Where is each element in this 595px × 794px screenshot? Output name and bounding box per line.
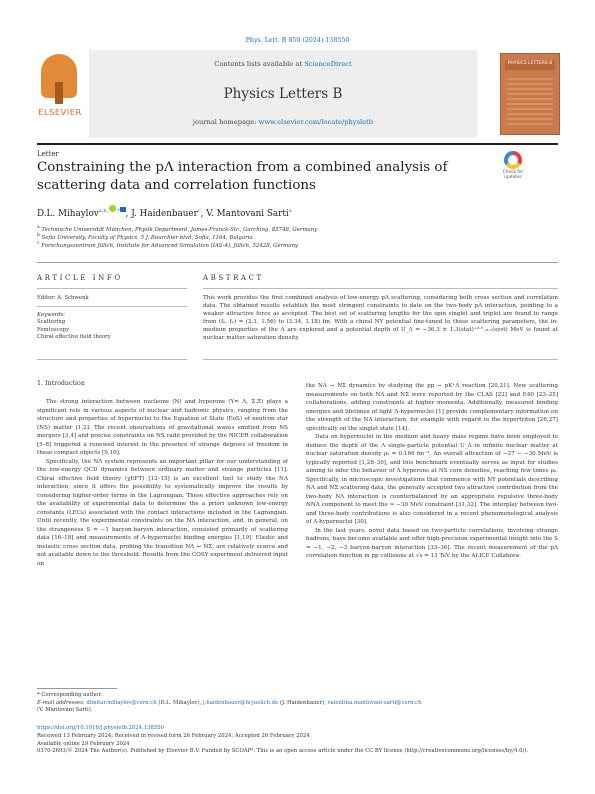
- section-rule: [37, 262, 558, 263]
- article-title: Constraining the pΛ interaction from a combined analysis of scattering data and correlation functions: [37, 160, 448, 193]
- keyword: Scattering: [37, 319, 66, 326]
- author-name[interactable]: , J. Haidenbauer: [125, 209, 198, 219]
- journal-cover-image[interactable]: [500, 53, 560, 135]
- available-online: Available online 29 February 2024: [37, 740, 130, 747]
- contents-line: [89, 60, 477, 68]
- keywords-block: [37, 312, 111, 341]
- affiliation: [37, 241, 298, 249]
- paragraph: the NΛ → NΣ dynamics by studying the pp → pK⁺Λ reaction [20,21]. New scattering measurements on both NΛ and NΣ were reported by the CLAS [22] and E40 [23–25] collaborations, adding constraints at higher momenta. Additionally, measured binding energies and lifetimes of light Λ-hypernuclei [1] provide complementary information on the strength of the NΛ interaction, for example with regard to the hypertriton [26,27] specifically on the singlet state [14].: [306, 383, 558, 432]
- journal-masthead: [37, 50, 558, 138]
- article-metadata: [37, 725, 558, 756]
- divider: [37, 306, 187, 307]
- author-affil-sup[interactable]: a: [288, 208, 292, 215]
- paragraph: Data on hypernuclei in the medium and heavy mass regime have been employed to deduce the depth of the Λ single-particle potential U_Λ in infinite nuclear matter at nuclear saturation density ρ₀ = 0.166 fm⁻³. An overall attraction of −27 − −30 MeV is typically reported [1,28–30], and this benchmark eventually serves as input for studies aiming to infer the behavior of Λ hyperons at NS core densities, reaching few times ρ₀. Specifically, in microscopic investigations that commence with NY potentials describing NΛ and NΣ scattering data, the generally accepted two attractive contribution from the two-body NΛ interaction is counterbalanced by an appropriate repulsive three-body NNΛ component to meet the ≈ −30 MeV constraint [31,32]. The interplay between two- and three-body contributions is also considered in a recent phenomenological analysis of Λ-hypernuclei [30].: [306, 434, 558, 525]
- cover-title: PHYSICS LETTERS B: [507, 61, 553, 66]
- received-dates: Received 13 February 2024; Received in revised form 26 February 2024; Accepted 26 February 2024: [37, 732, 310, 739]
- journal-title[interactable]: Physics Letters B: [223, 86, 343, 102]
- homepage-prefix: journal homepage:: [192, 118, 259, 126]
- affiliation-text: Sofia University, Faculty of Physics, 5 J. Bourchier blvd, Sofia, 1164, Bulgaria: [41, 234, 253, 241]
- author-list: [37, 205, 292, 219]
- homepage-link[interactable]: www.elsevier.com/locate/physletb: [258, 118, 374, 126]
- divider: [37, 359, 187, 360]
- affiliation: [37, 225, 317, 233]
- emails-label: E-mail addresses:: [37, 699, 87, 706]
- header-rule: [37, 143, 558, 145]
- paragraph: In the last years, novel data based on two-particle correlations, involving strange hadrons, have become available and offer high-precision experimental insight into the S = −1, −2, −3 baryon-baryon interaction [33–36]. The recent measurement of the pΛ correlation function in pp collisions at √s = 13 TeV by the ALICE Collabora-: [306, 527, 558, 559]
- elsevier-logo[interactable]: [37, 50, 81, 126]
- orcid-icon[interactable]: [109, 205, 116, 212]
- email-link[interactable]: j.haidenbauer@fz-juelich.de: [203, 699, 279, 706]
- divider: [37, 288, 187, 289]
- divider: [203, 359, 558, 360]
- journal-reference[interactable]: Phys. Lett. B 850 (2024) 138550: [245, 37, 350, 44]
- affiliation-sup: c: [37, 241, 40, 246]
- article-type: Letter: [37, 150, 59, 158]
- email-link[interactable]: dimitar.mihaylov@cern.ch: [86, 699, 157, 706]
- contents-prefix: Contents lists available at: [214, 60, 305, 68]
- footnote-rule: [37, 688, 117, 689]
- paragraph: Specifically, the NΛ system represents an important pillar for our understanding of the low-energy QCD dynamics between ordinary matter and strange particles [11]. Chiral effective field theory (χEFT) [12–15] is an excellent tool to study the NΛ interaction, since it offers the possibility to systematically improve the results by considering higher-order terms in the Lagrangian. These effective approaches rely on the availability of experimental data to determine the a priori unknown low-energy constants (LECs) associated with the contact interactions included in the Lagrangian. Until recently, the experimental constraints on the NΛ interaction, and, in general, on the strangeness S = −1 baryon-baryon interaction, consisted primarily of scattering data [16–18] and measurements of Λ-hypernuclei binding energies [1,19]. Elastic and inelastic cross section data, probing the transition NΛ ↔ NΣ, are relatively scarce and not available down to the threshold. Results from the COSY experiment delivered input on: [37, 458, 288, 567]
- homepage-line: [89, 118, 477, 126]
- abstract-heading: ABSTRACT: [203, 274, 264, 282]
- journal-box: [89, 50, 477, 138]
- corresponding-sup[interactable]: *: [117, 208, 120, 215]
- author-name[interactable]: , V. Mantovani Sarti: [200, 209, 289, 219]
- body-column-right: [306, 382, 558, 561]
- author-affil-sup[interactable]: c: [197, 208, 201, 215]
- editor-line: Editor: A. Schwenk: [37, 295, 89, 301]
- email-link[interactable]: valentina.mantovani-sarti@cern.ch: [327, 699, 422, 706]
- author-affil-sup[interactable]: a,b,: [98, 208, 109, 215]
- keyword: Femtoscopy: [37, 326, 70, 333]
- publisher-name: ELSEVIER: [38, 107, 82, 117]
- sciencedirect-link[interactable]: ScienceDirect: [304, 60, 352, 68]
- abstract-text: This work provides the first combined analysis of low-energy pΛ scattering, considering both cross section and correlation data. The obtained results establish the most stringent constraints to date on the two-body pΛ interaction, pointing to a weaker attractive force as accepted. The best set of scattering lengths for the spin singlet and triplet are found to range from (f₀, f₁) = (2.1, 1.56) to (3.34, 1.18) fm. With a chiral NY potential fine-tuned to these scattering parameters, the in-medium properties of the Λ are explored and a potential depth of U_Λ = −36.3 ± 1.3(stat)⁺²·⁵₋₆.₂(syst) MeV is found at nuclear matter saturation density.: [203, 295, 558, 341]
- author-name[interactable]: D.L. Mihaylov: [37, 209, 99, 219]
- check-for-updates-button[interactable]: [498, 151, 528, 181]
- keywords-heading: Keywords:: [37, 312, 66, 318]
- check-updates-label: Check for updates: [502, 170, 524, 180]
- email-owner: (D.L. Mihaylov),: [156, 699, 204, 706]
- footnote: [37, 692, 558, 715]
- paragraph: The strong interaction between nucleons (N) and hyperons (Y= Λ, Σ,Ξ) plays a significant role in various aspects of nuclear and hadronic physics, ranging from the structure and properties of hypernuclei to the Equation of State (EoS) of neutron star (NS) matter [1,2]. The recent observations of gravitational waves emitted from NS mergers [3,4] and precise constraints on NS radii provided by the NICER collaboration [5–8] triggered a renewed interest in the presence of strange degrees of freedom in these compact objects [9,10].: [37, 399, 288, 456]
- divider: [203, 288, 558, 289]
- email-owner: (J. Haidenbauer),: [278, 699, 328, 706]
- doi-link[interactable]: https://doi.org/10.1016/j.physletb.2024.138550: [37, 725, 164, 731]
- tree-trunk: [55, 82, 63, 104]
- affiliation-text: Forschungszentrum Jülich, Institute for Advanced Simulation (IAS-4), Jülich, 52428, Germany: [41, 242, 298, 249]
- check-updates-icon-center: [508, 155, 518, 165]
- corresponding-author-note: * Corresponding author.: [37, 692, 102, 698]
- affiliation-sup: a: [37, 225, 40, 230]
- email-line: [37, 700, 558, 708]
- affiliation-text: Technische Universität München, Physik Department, James-Franck-Str., Garching, 85748, Germany: [41, 226, 318, 233]
- cover-pattern: [507, 78, 553, 126]
- keyword: Chiral effective field theory: [37, 333, 111, 340]
- section-heading-introduction: 1. Introduction: [37, 380, 85, 387]
- article-info-heading: ARTICLE INFO: [37, 274, 123, 282]
- email-owner: (V. Mantovani Sarti).: [37, 707, 93, 714]
- affiliation: [37, 233, 253, 241]
- body-column-left: [37, 398, 288, 568]
- license-text: 0370-2693/© 2024 The Author(s). Published by Elsevier B.V. Funded by SCOAP³. This is an open access article under the CC BY license (http://creativecommons.org/licenses/by/4.0/).: [37, 748, 529, 755]
- affiliation-sup: b: [37, 233, 40, 238]
